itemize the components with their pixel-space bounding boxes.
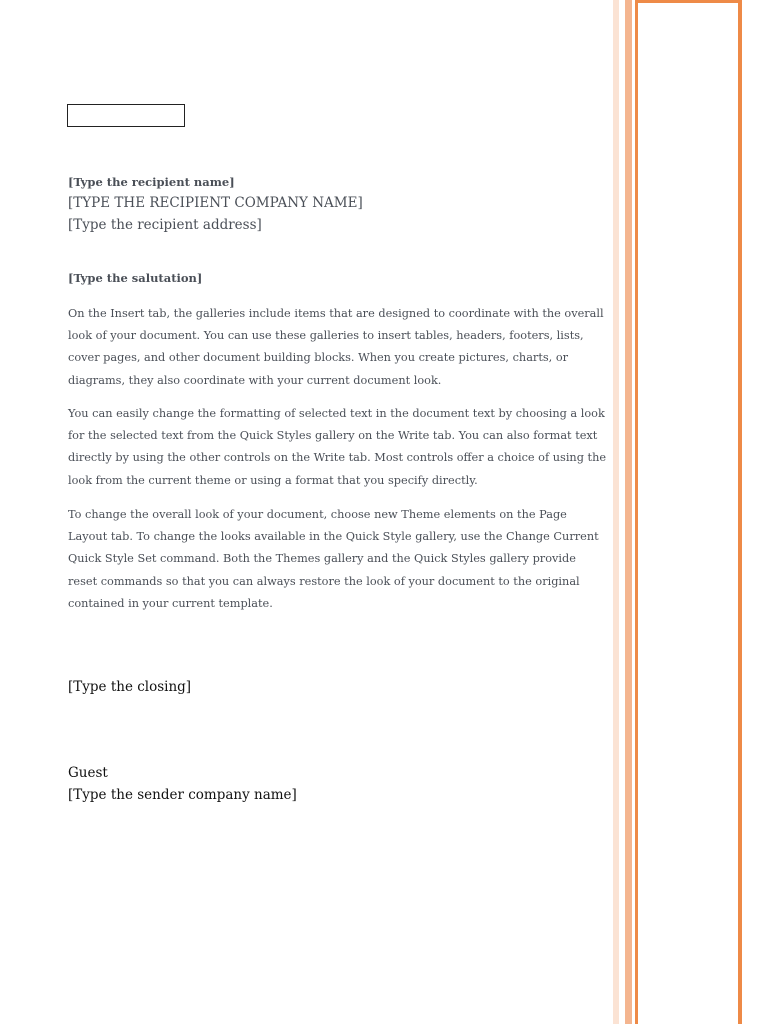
decorative-bar-right [738, 0, 742, 1024]
recipient-company-name[interactable]: [TYPE THE RECIPIENT COMPANY NAME] [68, 195, 363, 211]
body-paragraph-2: You can easily change the formatting of selected text in the document text by choosing a look for the selected text from the Quick Styles gallery on the Write tab. You can also format text directly by using the other controls on the Write tab. Most controls offer a choice of using the look from the current theme or using a format that you specify directly. [68, 407, 607, 487]
decorative-bar-pale [613, 0, 619, 1024]
sender-company-name[interactable]: [Type the sender company name] [68, 787, 297, 803]
body-paragraph-1: On the Insert tab, the galleries include items that are designed to coordinate with the overall look of your document. You can use these galleries to insert tables, headers, footers, lists, cover pages, and other document building blocks. When you create pictures, charts, or diagrams, they also coordinate with your current document look. [68, 307, 604, 387]
recipient-name[interactable]: [Type the recipient name] [68, 175, 235, 189]
salutation[interactable]: [Type the salutation] [68, 271, 203, 285]
decorative-bar-top [638, 0, 738, 3]
sender-name[interactable]: Guest [68, 765, 108, 781]
closing[interactable]: [Type the closing] [68, 679, 192, 695]
recipient-address[interactable]: [Type the recipient address] [68, 217, 262, 233]
decorative-bar-accent [635, 0, 638, 1024]
date-field[interactable] [67, 104, 185, 127]
decorative-bar-light [625, 0, 632, 1024]
body-paragraph-3: To change the overall look of your document, choose new Theme elements on the Page Layout tab. To change the looks available in the Quick Style gallery, use the Change Current Quick Style Set command. Both the Themes gallery and the Quick Styles gallery provide reset commands so that you can always restore the look of your document to the original contained in your current template. [68, 508, 599, 610]
